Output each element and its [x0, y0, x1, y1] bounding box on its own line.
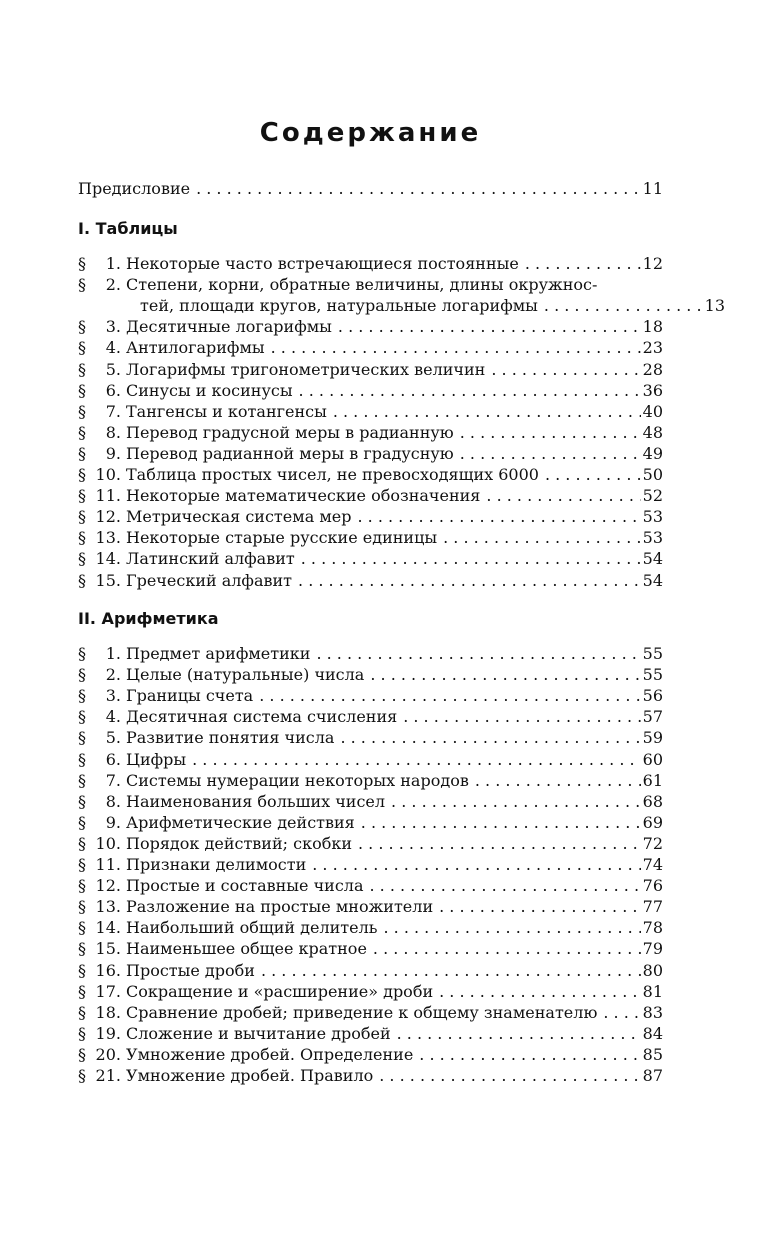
toc-entry[interactable] — [78, 274, 663, 295]
entry-number: 20. — [95, 1044, 121, 1064]
entry-number: 9. — [105, 812, 121, 832]
toc-entry[interactable] — [78, 422, 663, 443]
toc-entry[interactable] — [78, 485, 663, 506]
page-number: 83 — [642, 1002, 663, 1022]
page-number: 77 — [642, 897, 663, 917]
entry-title: Разложение на простые множители — [126, 897, 434, 917]
dot-leader — [413, 1044, 641, 1065]
entry-title: Синусы и косинусы — [126, 380, 293, 400]
toc-entry[interactable] — [78, 875, 663, 896]
entry-number: 10. — [95, 833, 121, 853]
section-sign: § — [78, 359, 86, 379]
page-number: 53 — [642, 507, 663, 527]
toc-entry[interactable] — [78, 380, 663, 401]
toc-entry[interactable] — [78, 960, 663, 981]
page-number: 59 — [642, 728, 663, 748]
page-number: 55 — [642, 644, 663, 663]
dot-leader — [295, 548, 641, 569]
dot-leader — [454, 443, 641, 464]
toc-entry[interactable] — [78, 749, 663, 770]
dot-leader — [355, 812, 641, 833]
page-number: 60 — [642, 749, 663, 769]
entry-number: 2. — [105, 665, 121, 685]
entry-title: Простые и составные числа — [126, 876, 364, 896]
page-number: 84 — [642, 1023, 663, 1043]
section-sign: § — [78, 507, 86, 527]
section-sign: § — [78, 380, 86, 400]
entry-number: 3. — [105, 686, 121, 706]
entry-number: 9. — [105, 443, 121, 463]
section-sign: § — [78, 981, 86, 1001]
entry-number: 12. — [95, 876, 121, 896]
toc-entry[interactable] — [78, 1023, 663, 1044]
page-number: 55 — [642, 665, 663, 685]
page-number: 78 — [642, 918, 663, 938]
page-number: 74 — [642, 855, 663, 874]
toc-entry[interactable] — [78, 253, 663, 274]
dot-leader — [293, 380, 641, 401]
page-number: 49 — [642, 443, 663, 463]
entry-number: 7. — [105, 770, 121, 790]
dot-leader — [454, 422, 641, 443]
section-sign: § — [78, 812, 86, 832]
entry-number: 13. — [95, 528, 121, 548]
toc-entry[interactable] — [78, 770, 663, 791]
dot-leader — [433, 981, 641, 1002]
entry-title: Некоторые старые русские единицы — [126, 528, 438, 548]
dot-leader — [332, 316, 641, 337]
entry-title: Десятичные логарифмы — [126, 317, 332, 337]
entry-number: 13. — [95, 897, 121, 917]
entry-number: 14. — [95, 549, 121, 569]
page-number: 81 — [642, 981, 663, 1001]
entry-title: Арифметические действия — [126, 812, 355, 832]
page-number: 23 — [642, 338, 663, 358]
entry-number: 4. — [105, 707, 121, 727]
entry-number: 11. — [95, 486, 121, 506]
entry-number: 1. — [105, 644, 121, 663]
page-number: 61 — [642, 770, 663, 790]
page-number: 50 — [642, 465, 663, 484]
page-number: 72 — [642, 833, 663, 853]
page-title: Содержание — [259, 118, 482, 148]
toc-entry[interactable] — [78, 359, 663, 380]
entry-number: 6. — [105, 380, 121, 400]
toc-entry[interactable] — [78, 917, 663, 938]
entry-number: 21. — [95, 1066, 121, 1085]
dot-leader — [373, 1065, 641, 1086]
entry-title: Тангенсы и котангенсы — [126, 401, 327, 421]
entry-title: Латинский алфавит — [126, 549, 295, 569]
entry-number: 10. — [95, 465, 121, 484]
page-number: 68 — [642, 791, 663, 811]
toc-entry[interactable] — [78, 527, 663, 548]
toc-entry[interactable] — [78, 295, 725, 316]
dot-leader — [538, 295, 703, 316]
dot-leader — [597, 1002, 641, 1023]
entry-title: Границы счета — [126, 686, 254, 706]
dot-leader — [186, 749, 641, 770]
section-sign: § — [78, 960, 86, 980]
entry-number: 14. — [95, 918, 121, 938]
section-sign: § — [78, 665, 86, 685]
entry-number: 11. — [95, 855, 121, 874]
page-number: 57 — [642, 707, 663, 727]
section-sign: § — [78, 644, 86, 663]
entry-number: 3. — [105, 317, 121, 337]
page-number: 36 — [642, 380, 663, 400]
page-number: 12 — [642, 254, 663, 273]
toc-entry[interactable] — [78, 464, 663, 485]
dot-leader — [255, 960, 641, 981]
entry-title: Сокращение и «расширение» дроби — [126, 981, 434, 1001]
toc-entry-preface[interactable] — [78, 178, 663, 199]
entry-number: 16. — [95, 960, 121, 980]
entry-title: Развитие понятия числа — [126, 728, 335, 748]
section-sign: § — [78, 401, 86, 421]
entry-number: 15. — [95, 939, 121, 959]
dot-leader — [385, 791, 641, 812]
dot-leader — [334, 727, 641, 748]
toc-entry[interactable] — [78, 664, 663, 685]
dot-leader — [377, 917, 641, 938]
entry-number: 12. — [95, 507, 121, 527]
toc-entry[interactable] — [78, 401, 663, 422]
section-sign: § — [78, 770, 86, 790]
section-sign: § — [78, 1066, 86, 1085]
dot-leader — [480, 485, 641, 506]
dot-leader — [469, 770, 641, 791]
entry-title: Перевод радианной меры в градусную — [126, 443, 454, 463]
toc-entry[interactable] — [78, 706, 663, 727]
dot-leader — [437, 527, 641, 548]
entry-title: Греческий алфавит — [126, 570, 293, 590]
section-sign: § — [78, 1044, 86, 1064]
dot-leader — [367, 938, 641, 959]
page-number: 85 — [642, 1044, 663, 1064]
dot-leader — [397, 706, 641, 727]
page-number: 52 — [642, 486, 663, 506]
toc-entry[interactable] — [78, 443, 663, 464]
entry-title: Степени, корни, обратные величины, длины окружнос- — [126, 275, 598, 295]
dot-leader — [539, 464, 641, 485]
entry-title: Цифры — [126, 749, 187, 769]
entry-title: Предисловие — [78, 179, 191, 198]
page-number: 28 — [642, 359, 663, 379]
entry-number: 6. — [105, 749, 121, 769]
section-sign: § — [78, 939, 86, 959]
entry-number: 15. — [95, 570, 121, 590]
dot-leader — [485, 359, 641, 380]
entry-title: Простые дроби — [126, 960, 255, 980]
entry-number: 17. — [95, 981, 121, 1001]
entry-number: 19. — [95, 1023, 121, 1043]
section-sign: § — [78, 1002, 86, 1022]
entry-number: 5. — [105, 359, 121, 379]
entry-title: Метрическая система мер — [126, 507, 352, 527]
entry-number: 8. — [105, 422, 121, 442]
dot-leader — [364, 875, 642, 896]
toc-entry[interactable] — [78, 1044, 663, 1065]
toc-entry[interactable] — [78, 570, 663, 591]
entry-number: 8. — [105, 791, 121, 811]
toc-entry[interactable] — [78, 337, 663, 358]
section-sign: § — [78, 897, 86, 917]
page-number: 54 — [642, 549, 663, 569]
toc-entry[interactable] — [78, 896, 663, 917]
toc-entry[interactable] — [78, 548, 663, 569]
entry-title: Умножение дробей. Правило — [126, 1066, 374, 1085]
entry-title: Предмет арифметики — [126, 644, 311, 663]
dot-leader — [351, 506, 641, 527]
entry-number: 4. — [105, 338, 121, 358]
section-sign: § — [78, 422, 86, 442]
toc-entry[interactable] — [78, 812, 663, 833]
dot-leader — [253, 685, 641, 706]
section-heading: II. Арифметика — [78, 609, 219, 628]
entry-title: Наибольший общий делитель — [126, 918, 378, 938]
page-number: 69 — [642, 812, 663, 832]
entry-title: Некоторые математические обозначения — [126, 486, 481, 506]
page-number: 76 — [642, 876, 663, 896]
section-sign: § — [78, 686, 86, 706]
entry-title: Порядок действий; скобки — [126, 833, 352, 853]
toc-entry[interactable] — [78, 981, 663, 1002]
entry-title: Наименования больших чисел — [126, 791, 386, 811]
page-number: 13 — [704, 296, 725, 316]
entry-title: тей, площади кругов, натуральные логарифмы — [140, 296, 538, 316]
page-number: 56 — [642, 686, 663, 706]
dot-leader — [364, 664, 641, 685]
entry-title: Признаки делимости — [126, 855, 307, 874]
section-sign: § — [78, 254, 86, 273]
entry-title: Десятичная система счисления — [126, 707, 398, 727]
section-heading: I. Таблицы — [78, 219, 178, 238]
toc-entry[interactable] — [78, 854, 663, 875]
toc-entry[interactable] — [78, 791, 663, 812]
entry-title: Целые (натуральные) числа — [126, 665, 365, 685]
section-sign: § — [78, 833, 86, 853]
section-sign: § — [78, 791, 86, 811]
entry-number: 7. — [105, 401, 121, 421]
page-number: 11 — [642, 179, 663, 198]
page-number: 40 — [642, 401, 663, 421]
entry-title: Сравнение дробей; приведение к общему знаменателю — [126, 1002, 598, 1022]
page-number: 18 — [642, 317, 663, 337]
page-number: 79 — [642, 939, 663, 959]
toc-entry[interactable] — [78, 727, 663, 748]
section-sign: § — [78, 570, 86, 590]
entry-number: 1. — [105, 254, 121, 273]
toc-entry[interactable] — [78, 506, 663, 527]
dot-leader — [519, 253, 641, 274]
dot-leader — [433, 896, 641, 917]
entry-title: Системы нумерации некоторых народов — [126, 770, 469, 790]
entry-title: Наименьшее общее кратное — [126, 939, 367, 959]
page-number: 53 — [642, 528, 663, 548]
toc-entry[interactable] — [78, 685, 663, 706]
toc-entry[interactable] — [78, 938, 663, 959]
dot-leader — [352, 833, 641, 854]
toc-entry[interactable] — [78, 833, 663, 854]
dot-leader — [190, 178, 641, 199]
entry-title: Умножение дробей. Определение — [126, 1044, 414, 1064]
dot-leader — [292, 570, 641, 591]
page-number: 54 — [642, 570, 663, 590]
section-sign: § — [78, 728, 86, 748]
page-number: 48 — [642, 422, 663, 442]
dot-leader — [265, 337, 641, 358]
entry-title: Антилогарифмы — [126, 338, 265, 358]
section-sign: § — [78, 443, 86, 463]
toc-entry[interactable] — [78, 643, 663, 664]
entry-title: Перевод градусной меры в радианную — [126, 422, 454, 442]
dot-leader — [306, 854, 641, 875]
section-sign: § — [78, 317, 86, 337]
entry-title: Сложение и вычитание дробей — [126, 1023, 391, 1043]
toc-entry[interactable] — [78, 316, 663, 337]
section-sign: § — [78, 465, 86, 484]
entry-number: 2. — [105, 275, 121, 295]
section-sign: § — [78, 486, 86, 506]
page-number: 80 — [642, 960, 663, 980]
section-sign: § — [78, 275, 86, 295]
entry-title: Некоторые часто встречающиеся постоянные — [126, 254, 519, 273]
toc-entry[interactable] — [78, 1065, 663, 1086]
entry-title: Логарифмы тригонометрических величин — [126, 359, 486, 379]
dot-leader — [391, 1023, 641, 1044]
section-sign: § — [78, 749, 86, 769]
entry-number: 18. — [95, 1002, 121, 1022]
section-sign: § — [78, 1023, 86, 1043]
dot-leader — [327, 401, 641, 422]
section-sign: § — [78, 528, 86, 548]
section-sign: § — [78, 549, 86, 569]
section-sign: § — [78, 876, 86, 896]
section-sign: § — [78, 855, 86, 874]
page-number: 87 — [642, 1066, 663, 1085]
section-sign: § — [78, 338, 86, 358]
toc-entry[interactable] — [78, 1002, 663, 1023]
section-sign: § — [78, 918, 86, 938]
entry-title: Таблица простых чисел, не превосходящих 6000 — [126, 465, 539, 484]
dot-leader — [310, 643, 641, 664]
section-sign: § — [78, 707, 86, 727]
entry-number: 5. — [105, 728, 121, 748]
